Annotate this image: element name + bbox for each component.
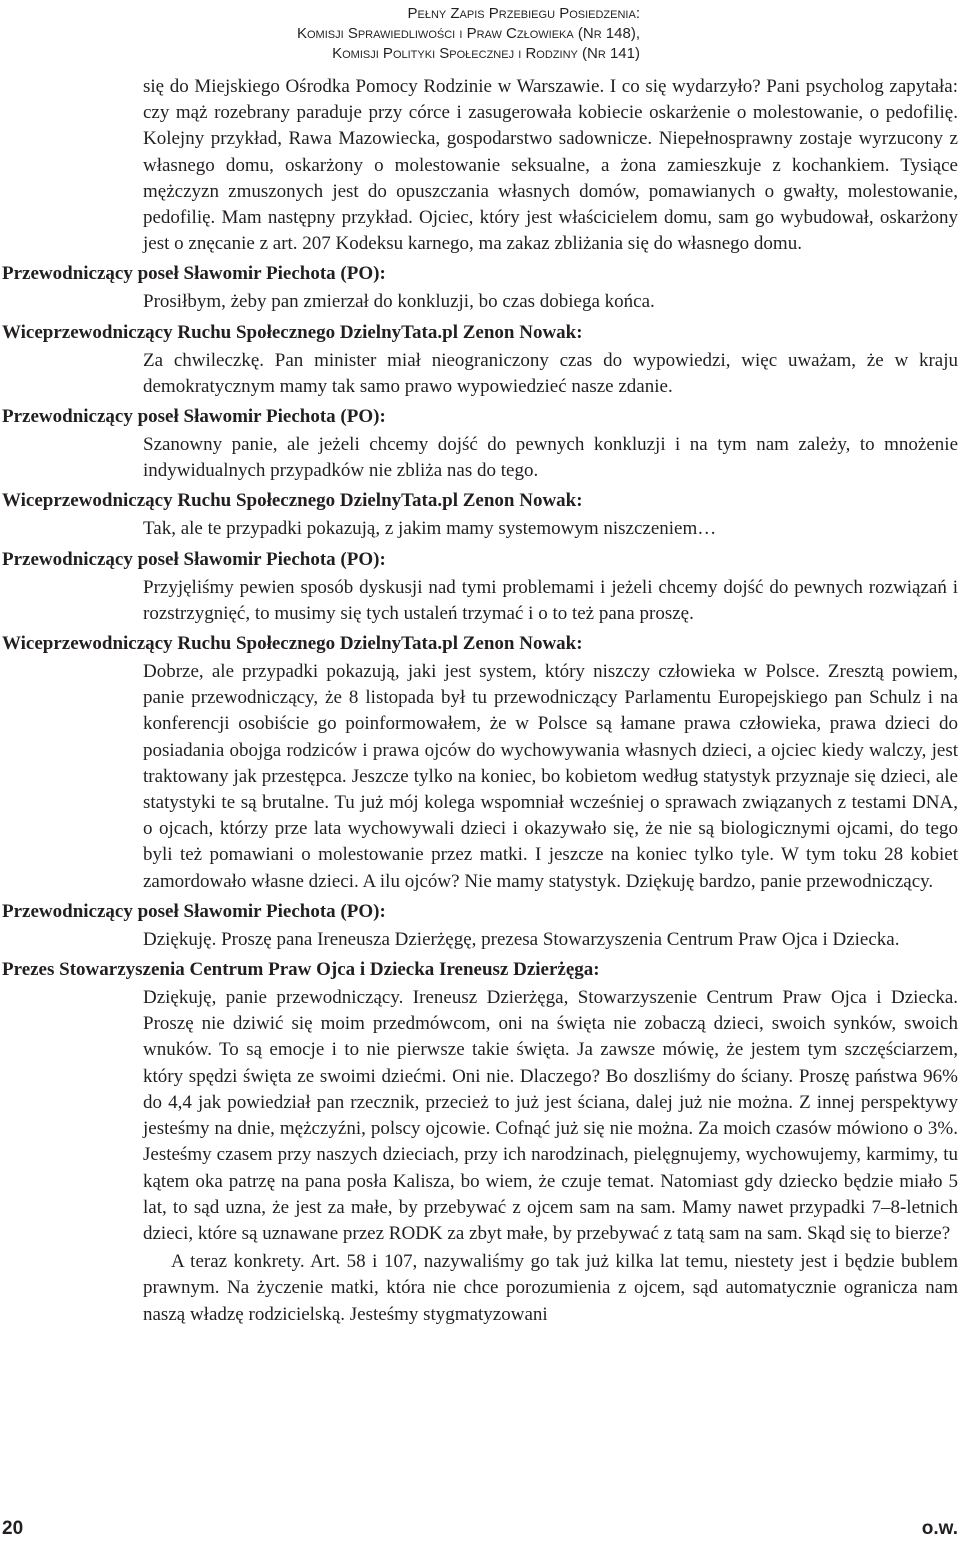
speaker-heading: Prezes Stowarzyszenia Centrum Praw Ojca i Dziecka Ireneusz Dzierżęga: (2, 959, 600, 981)
page-footer (0, 1518, 958, 1544)
transcript-body (0, 74, 958, 1332)
speaker-heading: Przewodniczący poseł Sławomir Piechota (PO): (2, 406, 386, 428)
header-line-3: Komisji Polityki Społecznej i Rodziny (Nr 141) (332, 45, 640, 62)
speech-paragraph: A teraz konkrety. Art. 58 i 107, nazywaliśmy go tak już kilka lat temu, niestety jest i będzie bublem prawnym. Na życzenie matki, która nie chce porozumienia z ojcem, sąd automatycznie ogranicza nam naszą władzę rodzicielską. Jesteśmy stygmatyzowani (143, 1251, 958, 1325)
publisher-mark: o.w. (921, 1518, 958, 1539)
speaker-heading: Przewodniczący poseł Sławomir Piechota (PO): (2, 263, 386, 285)
speech-paragraph: Dziękuję. Proszę pana Ireneusza Dzierżęgę, prezesa Stowarzyszenia Centrum Praw Ojca i Dziecka. (143, 928, 900, 950)
speech-paragraph: Przyjęliśmy pewien sposób dyskusji nad tymi problemami i jeżeli chcemy dojść do pewnych rozwiązań i rozstrzygnięć, to musimy się tych ustaleń trzymać i o to też pana proszę. (143, 576, 958, 624)
speech-paragraph: Dziękuję, panie przewodniczący. Ireneusz Dzierżęga, Stowarzyszenie Centrum Praw Ojca i Dziecka. Proszę nie dziwić się moim przedmówcom, oni na święta nie zobaczą dzieci, swoich synków, swoich wnuków. To są emocje i to nie pierwsze takie święta. Ja zawsze mówię, że jestem tym szczęściarzem, który spędzi święta ze swoimi dziećmi. Oni nie. Dlaczego? Bo doszliśmy do ściany. Proszę państwa 96% do 4,4 jak powiedział pan rzecznik, przecież to już jest ściana, dalej już nie można. Z innej perspektywy jesteśmy na dnie, mężczyźni, polscy ojcowie. Cofnąć już się nie można. Za moich czasów mówiono o 3%. Jesteśmy czasem przy naszych dzieciach, przy ich narodzinach, pielęgnujemy, wychowujemy, karmimy, tu kątem oka patrzę na pana posła Kalisza, bo wiem, że czuje temat. Natomiast gdy dziecko będzie miało 5 lat, to sąd uzna, że jest za małe, by przebywać z ojcem sam na sam. Mamy nawet przypadki 7–8-letnich dzieci, które są uznawane przez RODK za zbyt małe, by przebywać z tatą sam na sam. Skąd się to bierze? (143, 987, 958, 1244)
speech-paragraph: Tak, ale te przypadki pokazują, z jakim mamy systemowym niszczeniem… (143, 518, 717, 540)
speech-paragraph: Szanowny panie, ale jeżeli chcemy dojść do pewnych konkluzji i na tym nam zależy, to mnożenie indywidualnych przypadków nie zbliża nas do tego. (143, 434, 958, 482)
speaker-heading: Wiceprzewodniczący Ruchu Społecznego DzielnyTata.pl Zenon Nowak: (2, 490, 583, 512)
speech-paragraph: Prosiłbym, żeby pan zmierzał do konkluzji, bo czas dobiega końca. (143, 291, 655, 313)
speaker-heading: Przewodniczący poseł Sławomir Piechota (PO): (2, 548, 386, 570)
header-line-1: Pełny Zapis Przebiegu Posiedzenia: (407, 5, 640, 22)
speaker-heading: Wiceprzewodniczący Ruchu Społecznego DzielnyTata.pl Zenon Nowak: (2, 321, 583, 343)
speaker-heading: Wiceprzewodniczący Ruchu Społecznego DzielnyTata.pl Zenon Nowak: (2, 633, 583, 655)
speech-paragraph: się do Miejskiego Ośrodka Pomocy Rodzinie w Warszawie. I co się wydarzyło? Pani psycholog zapytała: czy mąż rozebrany paraduje przy córce i zasugerowała kobiecie oskarżenie o molestowanie, o pedofilię. Kolejny przykład, Rawa Mazowiecka, gospodarstwo sadownicze. Niepełnosprawny zostaje wyrzucony z własnego domu, oskarżony o molestowanie seksualne, a żona zamieszkuje z kochankiem. Tysiące mężczyzn zmuszonych jest do opuszczania własnych domów, pomawianych o gwałty, molestowanie, pedofilię. Mam następny przykład. Ojciec, który jest właścicielem domu, sam go wybudował, oskarżony jest o znęcanie z art. 207 Kodeksu karnego, ma zakaz zbliżania się do własnego domu. (143, 76, 958, 255)
speech-paragraph: Za chwileczkę. Pan minister miał nieograniczony czas do wypowiedzi, więc uważam, że w kraju demokratycznym mamy tak samo prawo wypowiedzieć nasze zdanie. (143, 349, 958, 397)
speech-paragraph: Dobrze, ale przypadki pokazują, jaki jest system, który niszczy człowieka w Polsce. Zresztą powiem, panie przewodniczący, że 8 listopada był tu przewodniczący Parlamentu Europejskiego pan Schulz i na konferencji osobiście go poinformowałem, że w Polsce są łamane prawa człowieka, prawa dzieci do posiadania obojga rodziców i prawa ojców do wychowywania własnych dzieci, a ojciec kiedy walczy, jest traktowany jak przestępca. Jeszcze tylko na koniec, bo kobietom według statystyk przyznaje się dzieci, ale statystyki te są brutalne. Tu już mój kolega wspomniał wcześniej o sprawach związanych z testami DNA, o ojcach, którzy prze lata wychowywali dzieci i okazywało się, że nie są biologicznymi ojcami, do tego byli też pomawiani o molestowanie przez matki. I jeszcze na koniec tylko tyle. W tym toku 28 kobiet zamordowało własne dzieci. A ilu ojców? Nie mamy statystyk. Dziękuję bardzo, panie przewodniczący. (143, 661, 958, 892)
running-header (20, 4, 640, 64)
page-number: 20 (2, 1518, 24, 1539)
header-line-2: Komisji Sprawiedliwości i Praw Człowieka (Nr 148), (296, 25, 640, 42)
speaker-heading: Przewodniczący poseł Sławomir Piechota (PO): (2, 900, 386, 922)
